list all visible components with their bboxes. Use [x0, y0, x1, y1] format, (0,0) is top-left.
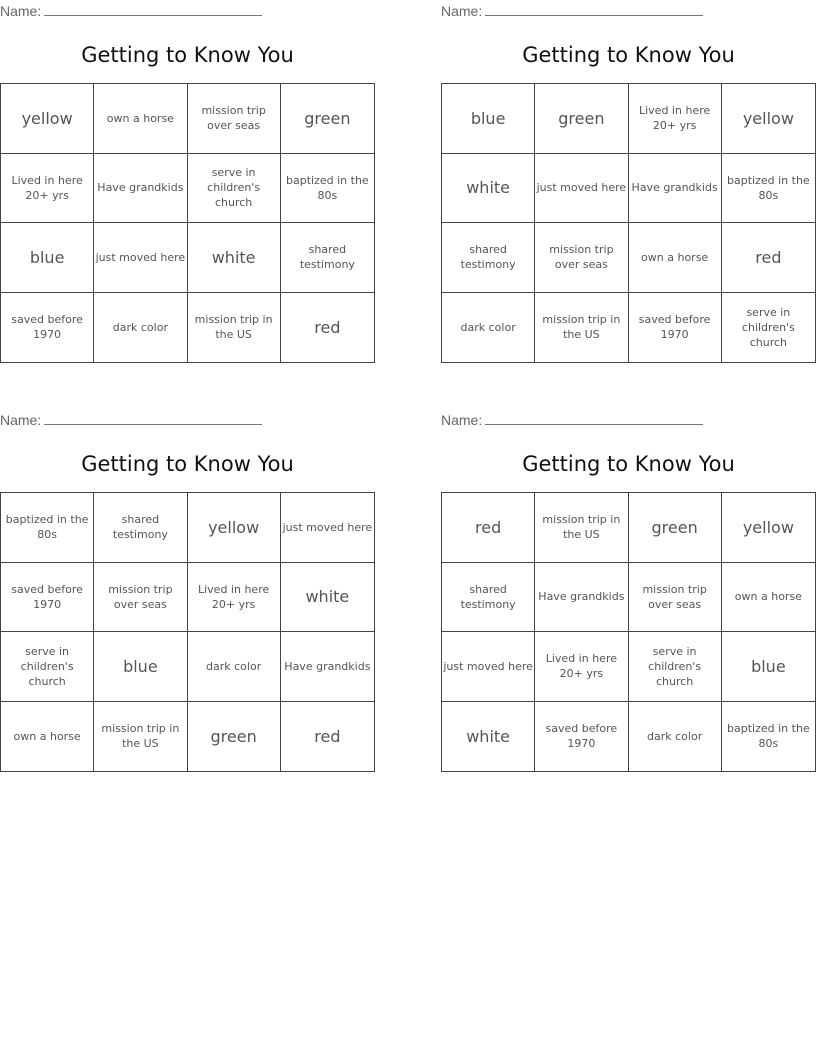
bingo-cell[interactable]: mission trip over seas: [94, 563, 187, 633]
bingo-cell[interactable]: just moved here: [535, 154, 628, 224]
bingo-cell[interactable]: red: [314, 726, 341, 746]
bingo-cell[interactable]: red: [314, 317, 341, 337]
bingo-cell[interactable]: just moved here: [94, 223, 187, 293]
bingo-cell[interactable]: just moved here: [442, 632, 535, 702]
name-field[interactable]: [441, 0, 816, 22]
bingo-cell[interactable]: mission trip in the US: [535, 293, 628, 363]
bingo-cell[interactable]: green: [281, 84, 374, 154]
name-label: Name:: [441, 412, 483, 428]
bingo-cell[interactable]: dark color: [442, 293, 535, 363]
bingo-cell[interactable]: own a horse: [629, 223, 722, 293]
bingo-cell[interactable]: green: [188, 702, 281, 772]
name-blank-line[interactable]: [485, 3, 703, 16]
bingo-cell[interactable]: green: [629, 493, 722, 563]
bingo-cell[interactable]: red: [442, 493, 535, 563]
bingo-grid: [441, 83, 816, 363]
bingo-grid: [0, 83, 375, 363]
bingo-cell[interactable]: baptized in the 80s: [722, 154, 815, 224]
bingo-cell[interactable]: saved before 1970: [629, 293, 722, 363]
bingo-cell[interactable]: mission trip in the US: [94, 702, 187, 772]
bingo-cell[interactable]: white: [281, 563, 374, 633]
bingo-cell[interactable]: Have grandkids: [629, 154, 722, 224]
name-blank-line[interactable]: [485, 412, 703, 425]
bingo-cell[interactable]: serve in children's church: [741, 305, 795, 349]
bingo-cell[interactable]: blue: [1, 223, 94, 293]
bingo-cell[interactable]: mission trip over seas: [188, 84, 281, 154]
bingo-cell[interactable]: Lived in here 20+ yrs: [1, 154, 94, 224]
bingo-grid: [0, 492, 375, 772]
name-blank-line[interactable]: [44, 412, 262, 425]
bingo-card-1: [0, 0, 375, 342]
bingo-cell[interactable]: serve in children's church: [188, 154, 281, 224]
bingo-card-3: [0, 409, 375, 751]
bingo-cell[interactable]: serve in children's church: [1, 632, 94, 702]
bingo-cell[interactable]: white: [442, 702, 535, 772]
bingo-cell[interactable]: saved before 1970: [535, 702, 628, 772]
bingo-card-4: [441, 409, 816, 751]
bingo-cell[interactable]: baptized in the 80s: [727, 722, 810, 751]
bingo-cell[interactable]: shared testimony: [442, 223, 535, 293]
name-label: Name:: [0, 412, 42, 428]
bingo-cell[interactable]: Lived in here 20+ yrs: [535, 632, 628, 702]
bingo-cell[interactable]: saved before 1970: [1, 293, 94, 363]
bingo-cell[interactable]: Have grandkids: [535, 563, 628, 633]
name-field[interactable]: [441, 409, 816, 431]
bingo-cell[interactable]: yellow: [1, 84, 94, 154]
bingo-cell[interactable]: Have grandkids: [281, 632, 374, 702]
bingo-cell[interactable]: Lived in here 20+ yrs: [188, 563, 281, 633]
name-label: Name:: [441, 3, 483, 19]
bingo-cell[interactable]: mission trip over seas: [535, 223, 628, 293]
bingo-card-2: [441, 0, 816, 349]
card-title: Getting to Know You: [522, 43, 735, 67]
card-title: Getting to Know You: [522, 452, 735, 476]
bingo-cell[interactable]: blue: [722, 632, 815, 702]
bingo-cell[interactable]: yellow: [722, 493, 815, 563]
bingo-cell[interactable]: saved before 1970: [1, 563, 94, 633]
bingo-cell[interactable]: mission trip over seas: [629, 563, 722, 633]
bingo-cell[interactable]: own a horse: [722, 563, 815, 633]
bingo-cell[interactable]: Lived in here 20+ yrs: [629, 84, 722, 154]
bingo-cell[interactable]: white: [442, 154, 535, 224]
bingo-cell[interactable]: blue: [94, 632, 187, 702]
bingo-cell[interactable]: shared testimony: [442, 563, 535, 633]
name-blank-line[interactable]: [44, 3, 262, 16]
name-field[interactable]: [0, 409, 375, 431]
bingo-cell[interactable]: mission trip in the US: [535, 493, 628, 563]
bingo-cell[interactable]: shared testimony: [94, 493, 187, 563]
bingo-cell[interactable]: blue: [442, 84, 535, 154]
bingo-cell[interactable]: mission trip in the US: [188, 293, 281, 363]
bingo-cell[interactable]: red: [722, 223, 815, 293]
bingo-cell[interactable]: dark color: [188, 632, 281, 702]
bingo-grid: [441, 492, 816, 772]
bingo-cell[interactable]: baptized in the 80s: [1, 493, 94, 563]
bingo-cell[interactable]: dark color: [94, 293, 187, 363]
bingo-cell[interactable]: serve in children's church: [629, 632, 722, 702]
name-label: Name:: [0, 3, 42, 19]
bingo-cell[interactable]: yellow: [722, 84, 815, 154]
bingo-cell[interactable]: own a horse: [94, 84, 187, 154]
bingo-cell[interactable]: baptized in the 80s: [281, 154, 374, 224]
bingo-cell[interactable]: own a horse: [1, 702, 94, 772]
bingo-cell[interactable]: Have grandkids: [94, 154, 187, 224]
card-title: Getting to Know You: [81, 43, 294, 67]
bingo-cell[interactable]: white: [188, 223, 281, 293]
bingo-cell[interactable]: dark color: [629, 702, 722, 772]
name-field[interactable]: [0, 0, 375, 22]
bingo-cell[interactable]: green: [535, 84, 628, 154]
bingo-cell[interactable]: yellow: [188, 493, 281, 563]
bingo-cell[interactable]: just moved here: [281, 493, 374, 563]
bingo-cell[interactable]: shared testimony: [281, 223, 374, 293]
card-title: Getting to Know You: [81, 452, 294, 476]
